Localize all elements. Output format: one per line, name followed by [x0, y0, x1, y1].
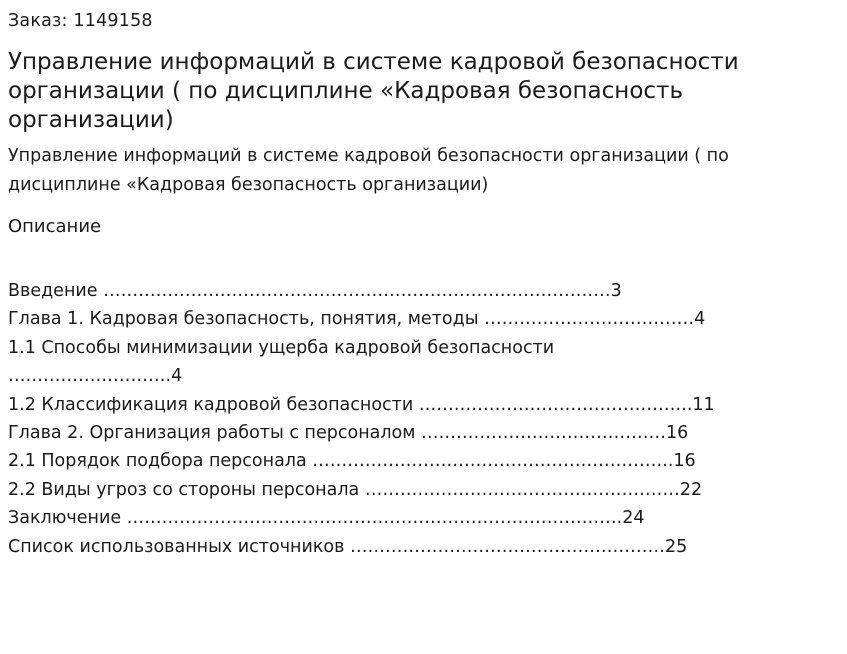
toc-line-section-1-2: 1.2 Классификация кадровой безопасности ………………………………………..11: [8, 394, 715, 415]
table-of-contents: [8, 277, 828, 561]
toc-line-section-1-1-page: ……………………….4: [8, 366, 183, 387]
document-subtitle: Управление информаций в системе кадровой безопасности организации ( по дисциплине «Кадровая безопасность организации): [8, 146, 729, 195]
toc-line-chapter-2: Глава 2. Организация работы с персоналом ……………………………………16: [8, 423, 689, 444]
toc-line-introduction: Введение ……………………………………………………………………………3: [8, 281, 622, 301]
toc-line-section-1-1: 1.1 Способы минимизации ущерба кадровой безопасности: [8, 337, 555, 358]
order-number: Заказ: 1149158: [8, 11, 153, 31]
toc-line-conclusion: Заключение ………………………………………………………………………….24: [8, 508, 645, 529]
document-title: Управление информаций в системе кадровой безопасности организации ( по дисциплине «Кадровая безопасность организации): [8, 49, 739, 133]
toc-line-chapter-1: Глава 1. Кадровая безопасность, понятия, методы ………………………………4: [8, 309, 706, 330]
toc-line-section-2-2: 2.2 Виды угроз со стороны персонала ………………………………………………22: [8, 479, 703, 500]
description-heading: Описание: [8, 216, 102, 237]
toc-line-section-2-1: 2.1 Порядок подбора персонала ……………………………………………………..16: [8, 451, 696, 472]
toc-line-references: Список использованных источников ………………………………………………25: [8, 536, 688, 557]
